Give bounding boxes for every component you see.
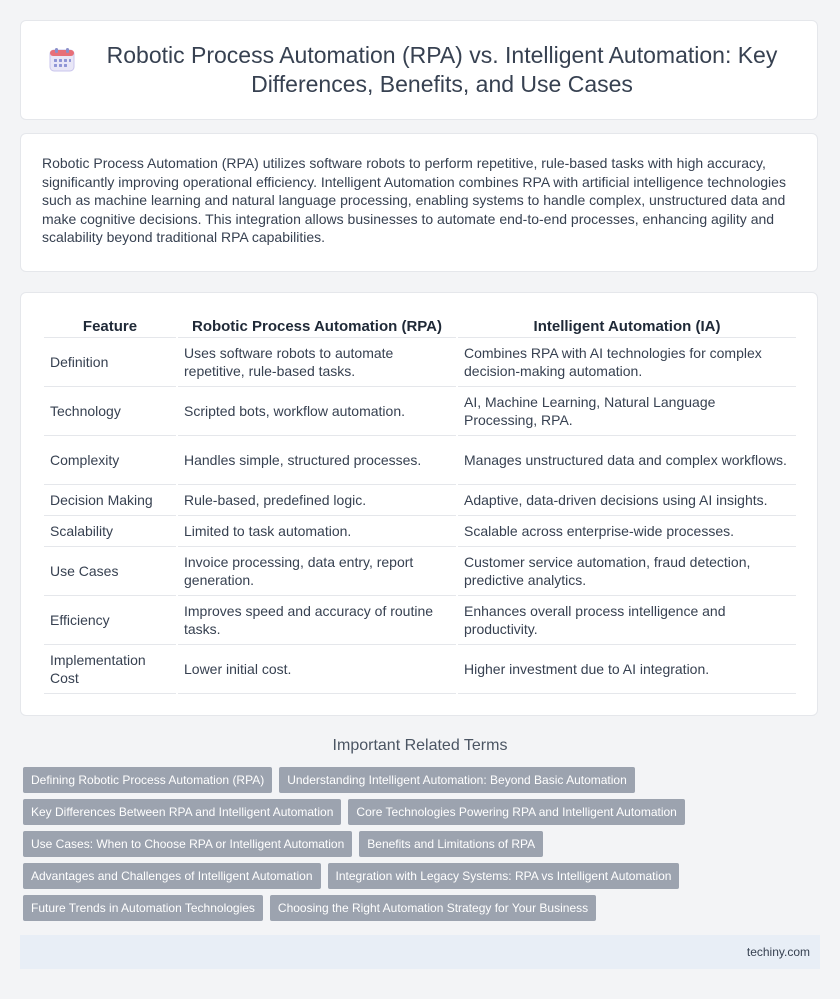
related-terms-heading: Important Related Terms [332,737,508,754]
cell-feature: Technology [44,387,176,436]
page-title: Robotic Process Automation (RPA) vs. Intelligent Automation: Key Differences, Benefits, and Use Cases [106,42,778,97]
cell-feature: Definition [44,338,176,387]
related-term-tag[interactable]: Key Differences Between RPA and Intelligent Automation [23,799,341,825]
related-term-tag[interactable]: Advantages and Challenges of Intelligent Automation [23,863,321,889]
table-row [44,516,796,547]
cell-rpa: Handles simple, structured processes. [178,436,456,485]
cell-feature: Implementation Cost [44,645,176,694]
comparison-table [42,315,798,694]
cell-feature: Use Cases [44,547,176,596]
calendar-icon [49,47,75,73]
related-term-tag[interactable]: Use Cases: When to Choose RPA or Intelligent Automation [23,831,352,857]
table-row [44,387,796,436]
cell-ia: Adaptive, data-driven decisions using AI insights. [458,485,796,516]
cell-rpa: Uses software robots to automate repetitive, rule-based tasks. [178,338,456,387]
intro-card [20,133,818,272]
footer [20,935,820,969]
footer-site[interactable]: techiny.com [746,945,810,959]
cell-feature: Complexity [44,436,176,485]
related-term-tag[interactable]: Integration with Legacy Systems: RPA vs Intelligent Automation [328,863,680,889]
cell-ia: Enhances overall process intelligence and productivity. [458,596,796,645]
related-term-tag[interactable]: Understanding Intelligent Automation: Beyond Basic Automation [279,767,635,793]
cell-rpa: Improves speed and accuracy of routine tasks. [178,596,456,645]
table-row [44,436,796,485]
cell-feature: Efficiency [44,596,176,645]
table-row [44,485,796,516]
intro-text: Robotic Process Automation (RPA) utilizes software robots to perform repetitive, rule-based tasks with high accuracy, significantly improving operational efficiency. Intelligent Automation combines RPA with artificial intelligence technologies such as machine learning and natural language processing, enabling systems to handle complex, unstructured data and make cognitive decisions. This integration allows businesses to automate end-to-end processes, enhancing agility and scalability beyond traditional RPA capabilities. [42,155,786,245]
table-row [44,547,796,596]
cell-rpa: Rule-based, predefined logic. [178,485,456,516]
related-term-tag[interactable]: Core Technologies Powering RPA and Intelligent Automation [348,799,684,825]
table-row [44,645,796,694]
comparison-card [20,292,818,716]
cell-rpa: Scripted bots, workflow automation. [178,387,456,436]
table-row [44,596,796,645]
cell-ia: Combines RPA with AI technologies for complex decision-making automation. [458,338,796,387]
cell-rpa: Invoice processing, data entry, report generation. [178,547,456,596]
cell-feature: Scalability [44,516,176,547]
cell-ia: AI, Machine Learning, Natural Language Processing, RPA. [458,387,796,436]
cell-ia: Customer service automation, fraud detection, predictive analytics. [458,547,796,596]
related-terms-list [23,767,823,927]
cell-feature: Decision Making [44,485,176,516]
table-header-row [44,315,796,338]
cell-rpa: Lower initial cost. [178,645,456,694]
related-term-tag[interactable]: Choosing the Right Automation Strategy for Your Business [270,895,596,921]
related-term-tag[interactable]: Future Trends in Automation Technologies [23,895,263,921]
cell-rpa: Limited to task automation. [178,516,456,547]
header-feature: Feature [44,315,176,338]
cell-ia: Scalable across enterprise-wide processes. [458,516,796,547]
header-rpa: Robotic Process Automation (RPA) [178,315,456,338]
table-row [44,338,796,387]
header-ia: Intelligent Automation (IA) [458,315,796,338]
related-term-tag[interactable]: Benefits and Limitations of RPA [359,831,543,857]
cell-ia: Manages unstructured data and complex workflows. [458,436,796,485]
header-card [20,20,818,120]
cell-ia: Higher investment due to AI integration. [458,645,796,694]
related-term-tag[interactable]: Defining Robotic Process Automation (RPA) [23,767,272,793]
